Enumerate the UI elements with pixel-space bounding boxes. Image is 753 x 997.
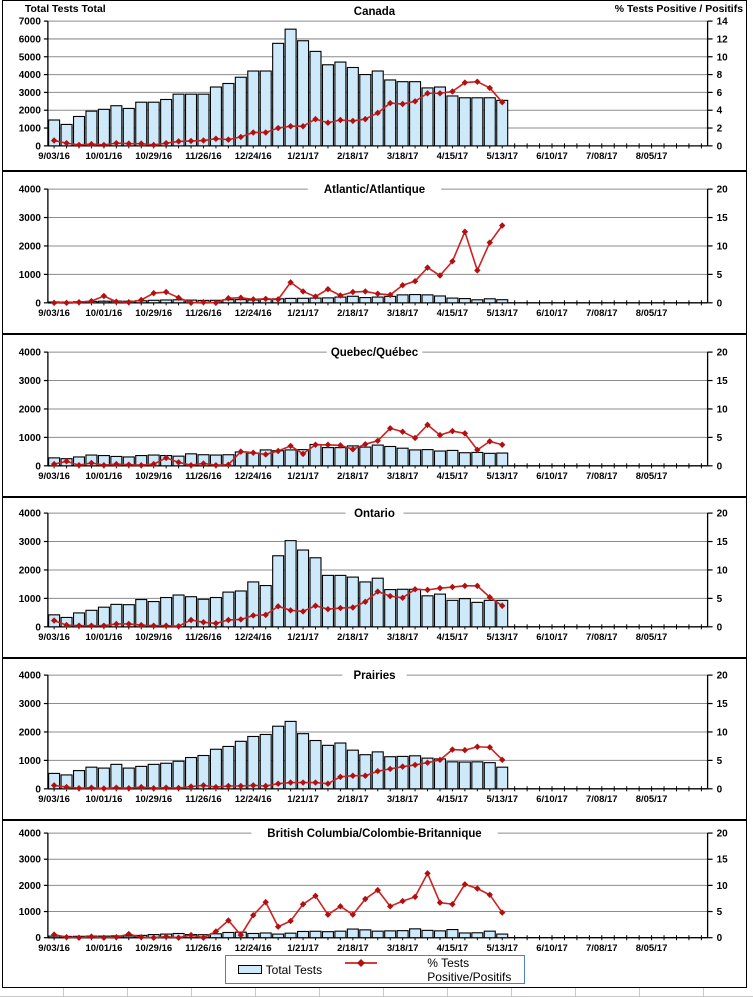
svg-text:10: 10 <box>716 565 728 577</box>
svg-text:9/03/16: 9/03/16 <box>38 470 70 482</box>
svg-text:0: 0 <box>716 461 723 473</box>
svg-text:20: 20 <box>716 347 728 359</box>
svg-text:6/10/17: 6/10/17 <box>536 942 568 954</box>
svg-text:6: 6 <box>716 87 723 99</box>
chart-panel-british-columbia[interactable] <box>2 820 747 988</box>
svg-text:12: 12 <box>716 34 728 46</box>
svg-text:2000: 2000 <box>18 105 41 117</box>
svg-text:2/18/17: 2/18/17 <box>337 793 369 805</box>
svg-text:15: 15 <box>716 213 728 225</box>
svg-text:2000: 2000 <box>18 404 41 416</box>
svg-text:20: 20 <box>716 670 728 682</box>
svg-text:10/01/16: 10/01/16 <box>85 631 123 643</box>
svg-text:6/10/17: 6/10/17 <box>536 150 568 162</box>
svg-text:2/18/17: 2/18/17 <box>337 307 369 319</box>
chart-panel-canada[interactable] <box>2 0 747 171</box>
svg-text:4/15/17: 4/15/17 <box>436 150 469 162</box>
svg-text:5: 5 <box>716 432 723 444</box>
svg-text:0: 0 <box>35 298 41 310</box>
svg-text:3000: 3000 <box>18 376 41 388</box>
ontario-chart[interactable] <box>3 498 746 657</box>
svg-text:Canada: Canada <box>353 6 396 19</box>
svg-text:10/29/16: 10/29/16 <box>135 942 173 954</box>
svg-text:7/08/17: 7/08/17 <box>586 470 618 482</box>
svg-text:7/08/17: 7/08/17 <box>586 942 618 954</box>
svg-text:4/15/17: 4/15/17 <box>436 470 469 482</box>
svg-text:20: 20 <box>716 508 728 520</box>
svg-text:12/24/16: 12/24/16 <box>234 307 272 319</box>
svg-text:15: 15 <box>716 699 728 711</box>
svg-text:10: 10 <box>716 880 728 892</box>
svg-text:1000: 1000 <box>18 593 41 605</box>
chart-panel-quebec[interactable] <box>2 334 747 497</box>
svg-text:Total Tests Total: Total Tests Total <box>24 3 106 16</box>
svg-text:4/15/17: 4/15/17 <box>436 631 469 643</box>
svg-text:2/18/17: 2/18/17 <box>337 470 369 482</box>
svg-text:1/21/17: 1/21/17 <box>287 307 319 319</box>
svg-text:4000: 4000 <box>18 670 41 682</box>
svg-text:20: 20 <box>716 828 728 840</box>
svg-text:10: 10 <box>716 727 728 739</box>
svg-text:6/10/17: 6/10/17 <box>536 470 568 482</box>
chart-panel-prairies[interactable] <box>2 658 747 820</box>
svg-text:10/01/16: 10/01/16 <box>85 942 123 954</box>
svg-text:3/18/17: 3/18/17 <box>386 631 419 643</box>
svg-text:Quebec/Québec: Quebec/Québec <box>330 347 419 360</box>
atlantic-chart[interactable] <box>3 172 746 333</box>
svg-text:7/08/17: 7/08/17 <box>586 793 618 805</box>
svg-text:British Columbia/Colombie-Brit: British Columbia/Colombie-Britannique <box>267 828 482 841</box>
svg-text:1/21/17: 1/21/17 <box>287 631 319 643</box>
svg-text:2000: 2000 <box>18 565 41 577</box>
svg-text:5/13/17: 5/13/17 <box>486 631 519 643</box>
svg-text:2: 2 <box>716 123 723 135</box>
svg-text:3000: 3000 <box>18 537 41 549</box>
svg-text:1000: 1000 <box>18 123 41 135</box>
svg-text:12/24/16: 12/24/16 <box>234 942 272 954</box>
svg-text:4/15/17: 4/15/17 <box>436 307 469 319</box>
svg-text:1000: 1000 <box>18 755 41 767</box>
svg-text:7/08/17: 7/08/17 <box>586 307 618 319</box>
quebec-chart[interactable] <box>3 335 746 496</box>
svg-text:4000: 4000 <box>18 184 41 196</box>
svg-text:10/01/16: 10/01/16 <box>85 470 123 482</box>
svg-text:3000: 3000 <box>18 213 41 225</box>
svg-text:7000: 7000 <box>18 16 41 28</box>
svg-text:5/13/17: 5/13/17 <box>486 307 519 319</box>
svg-text:4/15/17: 4/15/17 <box>436 793 469 805</box>
svg-text:10/29/16: 10/29/16 <box>135 150 173 162</box>
svg-text:0: 0 <box>35 784 41 796</box>
legend-item-pct-positive <box>344 956 511 984</box>
svg-text:8/05/17: 8/05/17 <box>635 793 668 805</box>
svg-text:0: 0 <box>35 933 41 945</box>
svg-text:11/26/16: 11/26/16 <box>185 307 222 319</box>
svg-text:5000: 5000 <box>18 52 41 64</box>
svg-text:15: 15 <box>716 376 728 388</box>
svg-text:% Tests Positive / Positifs: % Tests Positive / Positifs <box>614 3 744 16</box>
svg-text:2/18/17: 2/18/17 <box>337 942 369 954</box>
chart-legend[interactable] <box>225 955 525 984</box>
legend-pct-positive-label: % Tests Positive/Positifs <box>427 955 512 984</box>
svg-text:5: 5 <box>716 593 723 605</box>
svg-text:14: 14 <box>716 16 728 28</box>
spreadsheet-gridlines <box>0 988 753 997</box>
svg-text:4: 4 <box>716 105 723 117</box>
svg-text:3000: 3000 <box>18 699 41 711</box>
svg-text:6/10/17: 6/10/17 <box>536 793 568 805</box>
svg-text:0: 0 <box>716 141 723 153</box>
svg-text:10/01/16: 10/01/16 <box>85 150 123 162</box>
svg-text:11/26/16: 11/26/16 <box>185 631 222 643</box>
svg-text:4000: 4000 <box>18 508 41 520</box>
svg-text:3/18/17: 3/18/17 <box>386 307 419 319</box>
svg-text:4000: 4000 <box>18 828 41 840</box>
legend-total-tests-label: Total Tests <box>265 962 323 977</box>
svg-text:9/03/16: 9/03/16 <box>38 307 70 319</box>
svg-text:8: 8 <box>716 70 723 82</box>
svg-text:0: 0 <box>35 141 41 153</box>
svg-text:11/26/16: 11/26/16 <box>185 793 222 805</box>
svg-text:0: 0 <box>35 461 41 473</box>
svg-text:5: 5 <box>716 269 723 281</box>
svg-text:6/10/17: 6/10/17 <box>536 631 568 643</box>
svg-text:9/03/16: 9/03/16 <box>38 150 70 162</box>
svg-text:5/13/17: 5/13/17 <box>486 793 519 805</box>
svg-text:11/26/16: 11/26/16 <box>185 942 222 954</box>
svg-text:3/18/17: 3/18/17 <box>386 150 419 162</box>
bar-swatch-icon <box>238 965 262 974</box>
svg-text:5/13/17: 5/13/17 <box>486 942 519 954</box>
svg-text:15: 15 <box>716 854 728 866</box>
svg-text:3/18/17: 3/18/17 <box>386 793 419 805</box>
svg-text:10/29/16: 10/29/16 <box>135 307 173 319</box>
svg-text:3000: 3000 <box>18 854 41 866</box>
svg-text:12/24/16: 12/24/16 <box>234 470 272 482</box>
svg-text:9/03/16: 9/03/16 <box>38 942 70 954</box>
svg-text:10/01/16: 10/01/16 <box>85 307 123 319</box>
svg-text:10/29/16: 10/29/16 <box>135 793 173 805</box>
svg-text:10/29/16: 10/29/16 <box>135 631 173 643</box>
svg-text:0: 0 <box>716 784 723 796</box>
svg-text:1000: 1000 <box>18 269 41 281</box>
svg-text:10: 10 <box>716 241 728 253</box>
line-marker-icon <box>344 958 423 981</box>
svg-text:2/18/17: 2/18/17 <box>337 631 369 643</box>
svg-text:3/18/17: 3/18/17 <box>386 942 419 954</box>
svg-text:1/21/17: 1/21/17 <box>287 793 319 805</box>
svg-text:8/05/17: 8/05/17 <box>635 942 668 954</box>
svg-text:8/05/17: 8/05/17 <box>635 631 668 643</box>
svg-text:0: 0 <box>716 622 723 634</box>
svg-text:7/08/17: 7/08/17 <box>586 631 618 643</box>
svg-text:2000: 2000 <box>18 727 41 739</box>
svg-text:11/26/16: 11/26/16 <box>185 150 222 162</box>
svg-text:1/21/17: 1/21/17 <box>287 942 319 954</box>
svg-text:12/24/16: 12/24/16 <box>234 631 272 643</box>
svg-text:10: 10 <box>716 52 728 64</box>
svg-text:2000: 2000 <box>18 880 41 892</box>
svg-text:Prairies: Prairies <box>353 670 396 683</box>
svg-text:3/18/17: 3/18/17 <box>386 470 419 482</box>
svg-text:20: 20 <box>716 184 728 196</box>
svg-text:4/15/17: 4/15/17 <box>436 942 469 954</box>
svg-text:5: 5 <box>716 755 723 767</box>
svg-text:3000: 3000 <box>18 87 41 99</box>
svg-text:0: 0 <box>35 622 41 634</box>
svg-text:8/05/17: 8/05/17 <box>635 470 668 482</box>
prairies-chart[interactable] <box>3 659 746 819</box>
svg-text:6000: 6000 <box>18 34 41 46</box>
svg-text:Ontario: Ontario <box>354 508 395 521</box>
svg-text:6/10/17: 6/10/17 <box>536 307 568 319</box>
svg-text:8/05/17: 8/05/17 <box>635 307 668 319</box>
svg-text:12/24/16: 12/24/16 <box>234 793 272 805</box>
svg-text:4000: 4000 <box>18 347 41 359</box>
svg-text:Atlantic/Atlantique: Atlantic/Atlantique <box>323 184 426 197</box>
svg-text:10/29/16: 10/29/16 <box>135 470 173 482</box>
svg-text:0: 0 <box>716 298 723 310</box>
svg-text:1000: 1000 <box>18 432 41 444</box>
chart-panel-atlantic[interactable] <box>2 171 747 334</box>
svg-text:12/24/16: 12/24/16 <box>234 150 272 162</box>
svg-text:5/13/17: 5/13/17 <box>486 150 519 162</box>
svg-text:2/18/17: 2/18/17 <box>337 150 369 162</box>
svg-text:0: 0 <box>716 933 723 945</box>
svg-text:1/21/17: 1/21/17 <box>287 470 319 482</box>
svg-text:5/13/17: 5/13/17 <box>486 470 519 482</box>
svg-text:2000: 2000 <box>18 241 41 253</box>
svg-text:15: 15 <box>716 537 728 549</box>
canada-chart[interactable] <box>3 1 746 170</box>
svg-text:8/05/17: 8/05/17 <box>635 150 668 162</box>
svg-text:1000: 1000 <box>18 907 41 919</box>
legend-item-total-tests <box>238 963 322 977</box>
svg-text:10/01/16: 10/01/16 <box>85 793 123 805</box>
svg-text:7/08/17: 7/08/17 <box>586 150 618 162</box>
svg-text:11/26/16: 11/26/16 <box>185 470 222 482</box>
svg-text:5: 5 <box>716 907 723 919</box>
svg-text:9/03/16: 9/03/16 <box>38 631 70 643</box>
svg-text:9/03/16: 9/03/16 <box>38 793 70 805</box>
svg-text:10: 10 <box>716 404 728 416</box>
svg-text:4000: 4000 <box>18 70 41 82</box>
svg-text:1/21/17: 1/21/17 <box>287 150 319 162</box>
chart-panel-ontario[interactable] <box>2 497 747 658</box>
